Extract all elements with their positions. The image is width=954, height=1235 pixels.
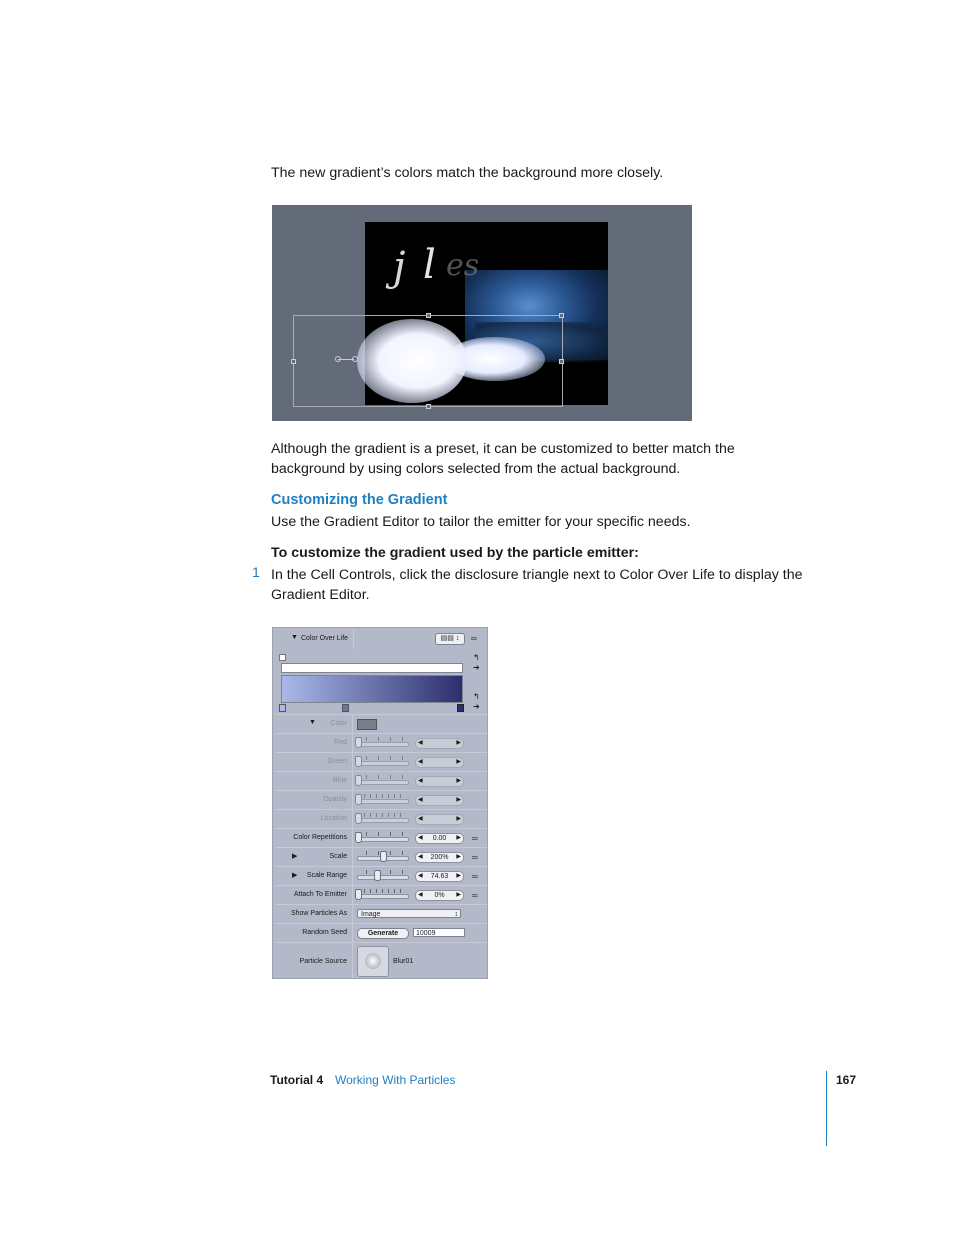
updown-icon: ↕ — [454, 911, 458, 918]
slider-knob[interactable] — [355, 794, 362, 805]
location-row — [275, 809, 487, 828]
color-well[interactable] — [357, 719, 377, 730]
green-label: Green — [327, 758, 347, 765]
updown-icon: ↕ — [455, 635, 460, 642]
particle-source-well[interactable] — [357, 946, 389, 977]
particle-source-row — [275, 942, 487, 978]
footer-rule — [826, 1071, 827, 1146]
show-particles-as-popup[interactable] — [357, 909, 461, 918]
show-particles-as-label: Show Particles As — [290, 910, 347, 917]
disclosure-triangle-icon[interactable]: ▶ — [292, 872, 298, 879]
reset-arrow-icon[interactable]: ↰ — [473, 653, 480, 662]
section-heading: Customizing the Gradient — [271, 492, 448, 508]
slider-knob[interactable] — [355, 813, 362, 824]
disclosure-triangle-icon[interactable]: ▶ — [292, 853, 298, 860]
disclosure-triangle-icon[interactable]: ▼ — [291, 634, 298, 641]
opacity-row — [275, 790, 487, 809]
green-slider[interactable] — [357, 761, 409, 766]
keyframe-nav-icon[interactable]: ➔ — [473, 702, 480, 711]
green-value-field[interactable]: ◀ ▶ — [415, 757, 464, 768]
text-glyph: j — [393, 244, 406, 290]
bounds-handle[interactable] — [291, 359, 296, 364]
emitter-handle[interactable] — [335, 356, 341, 362]
color-tag[interactable] — [279, 704, 286, 712]
location-value-field[interactable]: ◀ ▶ — [415, 814, 464, 825]
particle-source-label: Particle Source — [299, 958, 347, 965]
footer-chapter: Tutorial 4 — [270, 1073, 324, 1087]
particle-source-name: Blur01 — [393, 958, 414, 965]
color-repetitions-label: Color Repetitions — [293, 834, 347, 841]
scale-range-slider[interactable] — [357, 875, 409, 880]
value-text: 0% — [434, 892, 445, 899]
section-intro: Use the Gradient Editor to tailor the emitter for your specific needs. — [271, 514, 691, 530]
scale-label: Scale — [329, 853, 347, 860]
opacity-tag[interactable] — [279, 654, 286, 661]
attach-to-emitter-slider[interactable] — [357, 894, 409, 899]
slider-knob[interactable] — [355, 737, 362, 748]
color-repetitions-row — [275, 828, 487, 847]
preset-popup-button[interactable] — [435, 633, 465, 645]
color-tag[interactable] — [457, 704, 464, 712]
opacity-bar[interactable] — [281, 663, 463, 673]
random-seed-input[interactable]: 10009 — [413, 928, 465, 937]
blue-label: Blue — [332, 777, 347, 784]
scale-row — [275, 847, 487, 866]
keyframe-nav-icon[interactable]: ➔ — [473, 663, 480, 672]
slider-knob[interactable] — [374, 870, 381, 881]
generate-button[interactable]: Generate — [357, 928, 409, 939]
scale-slider[interactable] — [357, 856, 409, 861]
opacity-value-field[interactable]: ◀ ▶ — [415, 795, 464, 806]
slider-knob[interactable] — [355, 889, 362, 900]
book-icon: ▤▤ — [440, 635, 454, 642]
inspector-panel — [272, 627, 488, 979]
scale-value-field[interactable]: ◀ 200% ▶ — [415, 852, 464, 863]
canvas-screenshot — [272, 205, 692, 421]
value-text: 74.63 — [430, 873, 449, 880]
animation-menu-icon[interactable]: ═ — [472, 834, 478, 843]
red-value-field[interactable]: ◀ ▶ — [415, 738, 464, 749]
animation-menu-icon[interactable]: ═ — [472, 853, 478, 862]
red-label: Red — [334, 739, 347, 746]
color-over-life-label: Color Over Life — [301, 635, 349, 642]
color-tag[interactable] — [342, 704, 349, 712]
red-slider[interactable] — [357, 742, 409, 747]
color-row — [275, 714, 487, 733]
random-seed-label: Random Seed — [302, 929, 347, 936]
green-row — [275, 752, 487, 771]
step-text-line: In the Cell Controls, click the disclosure triangle next to Color Over Life to display the — [271, 567, 803, 583]
blue-value-field[interactable]: ◀ ▶ — [415, 776, 464, 787]
attach-to-emitter-row — [275, 885, 487, 904]
popup-value: Image — [361, 911, 381, 918]
slider-knob[interactable] — [380, 851, 387, 862]
slider-knob[interactable] — [355, 775, 362, 786]
opacity-slider[interactable] — [357, 799, 409, 804]
bounds-handle[interactable] — [559, 313, 564, 318]
blue-row — [275, 771, 487, 790]
bounds-handle[interactable] — [559, 359, 564, 364]
red-row — [275, 733, 487, 752]
emitter-bounding-box[interactable] — [293, 315, 563, 407]
animation-menu-icon[interactable]: ═ — [471, 634, 477, 643]
text-glyph: es — [446, 248, 480, 283]
color-label: Color — [330, 720, 347, 727]
show-particles-as-row — [275, 904, 487, 923]
color-repetitions-value-field[interactable]: ◀ 0.00 ▶ — [415, 833, 464, 844]
animation-menu-icon[interactable]: ═ — [472, 872, 478, 881]
location-slider[interactable] — [357, 818, 409, 823]
color-gradient-bar[interactable] — [281, 675, 463, 703]
scale-range-value-field[interactable]: ◀ 74.63 ▶ — [415, 871, 464, 882]
footer-title[interactable]: Working With Particles — [335, 1073, 456, 1087]
body-paragraph-line: Although the gradient is a preset, it can be customized to better match the — [271, 441, 735, 457]
disclosure-triangle-icon[interactable]: ▼ — [309, 719, 316, 726]
body-paragraph-line: background by using colors selected from the actual background. — [271, 461, 681, 477]
emitter-handle[interactable] — [352, 356, 358, 362]
value-text: 200% — [430, 854, 449, 861]
location-label: Location — [320, 815, 347, 822]
value-text: 0.00 — [432, 835, 447, 842]
blue-slider[interactable] — [357, 780, 409, 785]
slider-knob[interactable] — [355, 832, 362, 843]
scale-range-label: Scale Range — [306, 872, 347, 879]
opacity-label: Opacity — [323, 796, 347, 803]
bounds-handle[interactable] — [426, 313, 431, 318]
divider — [353, 629, 354, 649]
step-text-line: Gradient Editor. — [271, 587, 370, 603]
scale-range-row — [275, 866, 487, 885]
intro-caption: The new gradient’s colors match the background more closely. — [271, 165, 664, 181]
page-number: 167 — [836, 1073, 857, 1087]
reset-arrow-icon[interactable]: ↰ — [473, 692, 480, 701]
animation-menu-icon[interactable]: ═ — [472, 891, 478, 900]
task-heading: To customize the gradient used by the particle emitter: — [271, 545, 639, 561]
attach-to-emitter-label: Attach To Emitter — [293, 891, 347, 898]
text-glyph: l — [423, 242, 436, 288]
particle-thumbnail — [365, 953, 381, 969]
random-seed-row — [275, 923, 487, 942]
step-number: 1 — [252, 565, 260, 581]
color-repetitions-slider[interactable] — [357, 837, 409, 842]
slider-knob[interactable] — [355, 756, 362, 767]
bounds-handle[interactable] — [426, 404, 431, 409]
attach-to-emitter-value-field[interactable]: ◀ 0% ▶ — [415, 890, 464, 901]
